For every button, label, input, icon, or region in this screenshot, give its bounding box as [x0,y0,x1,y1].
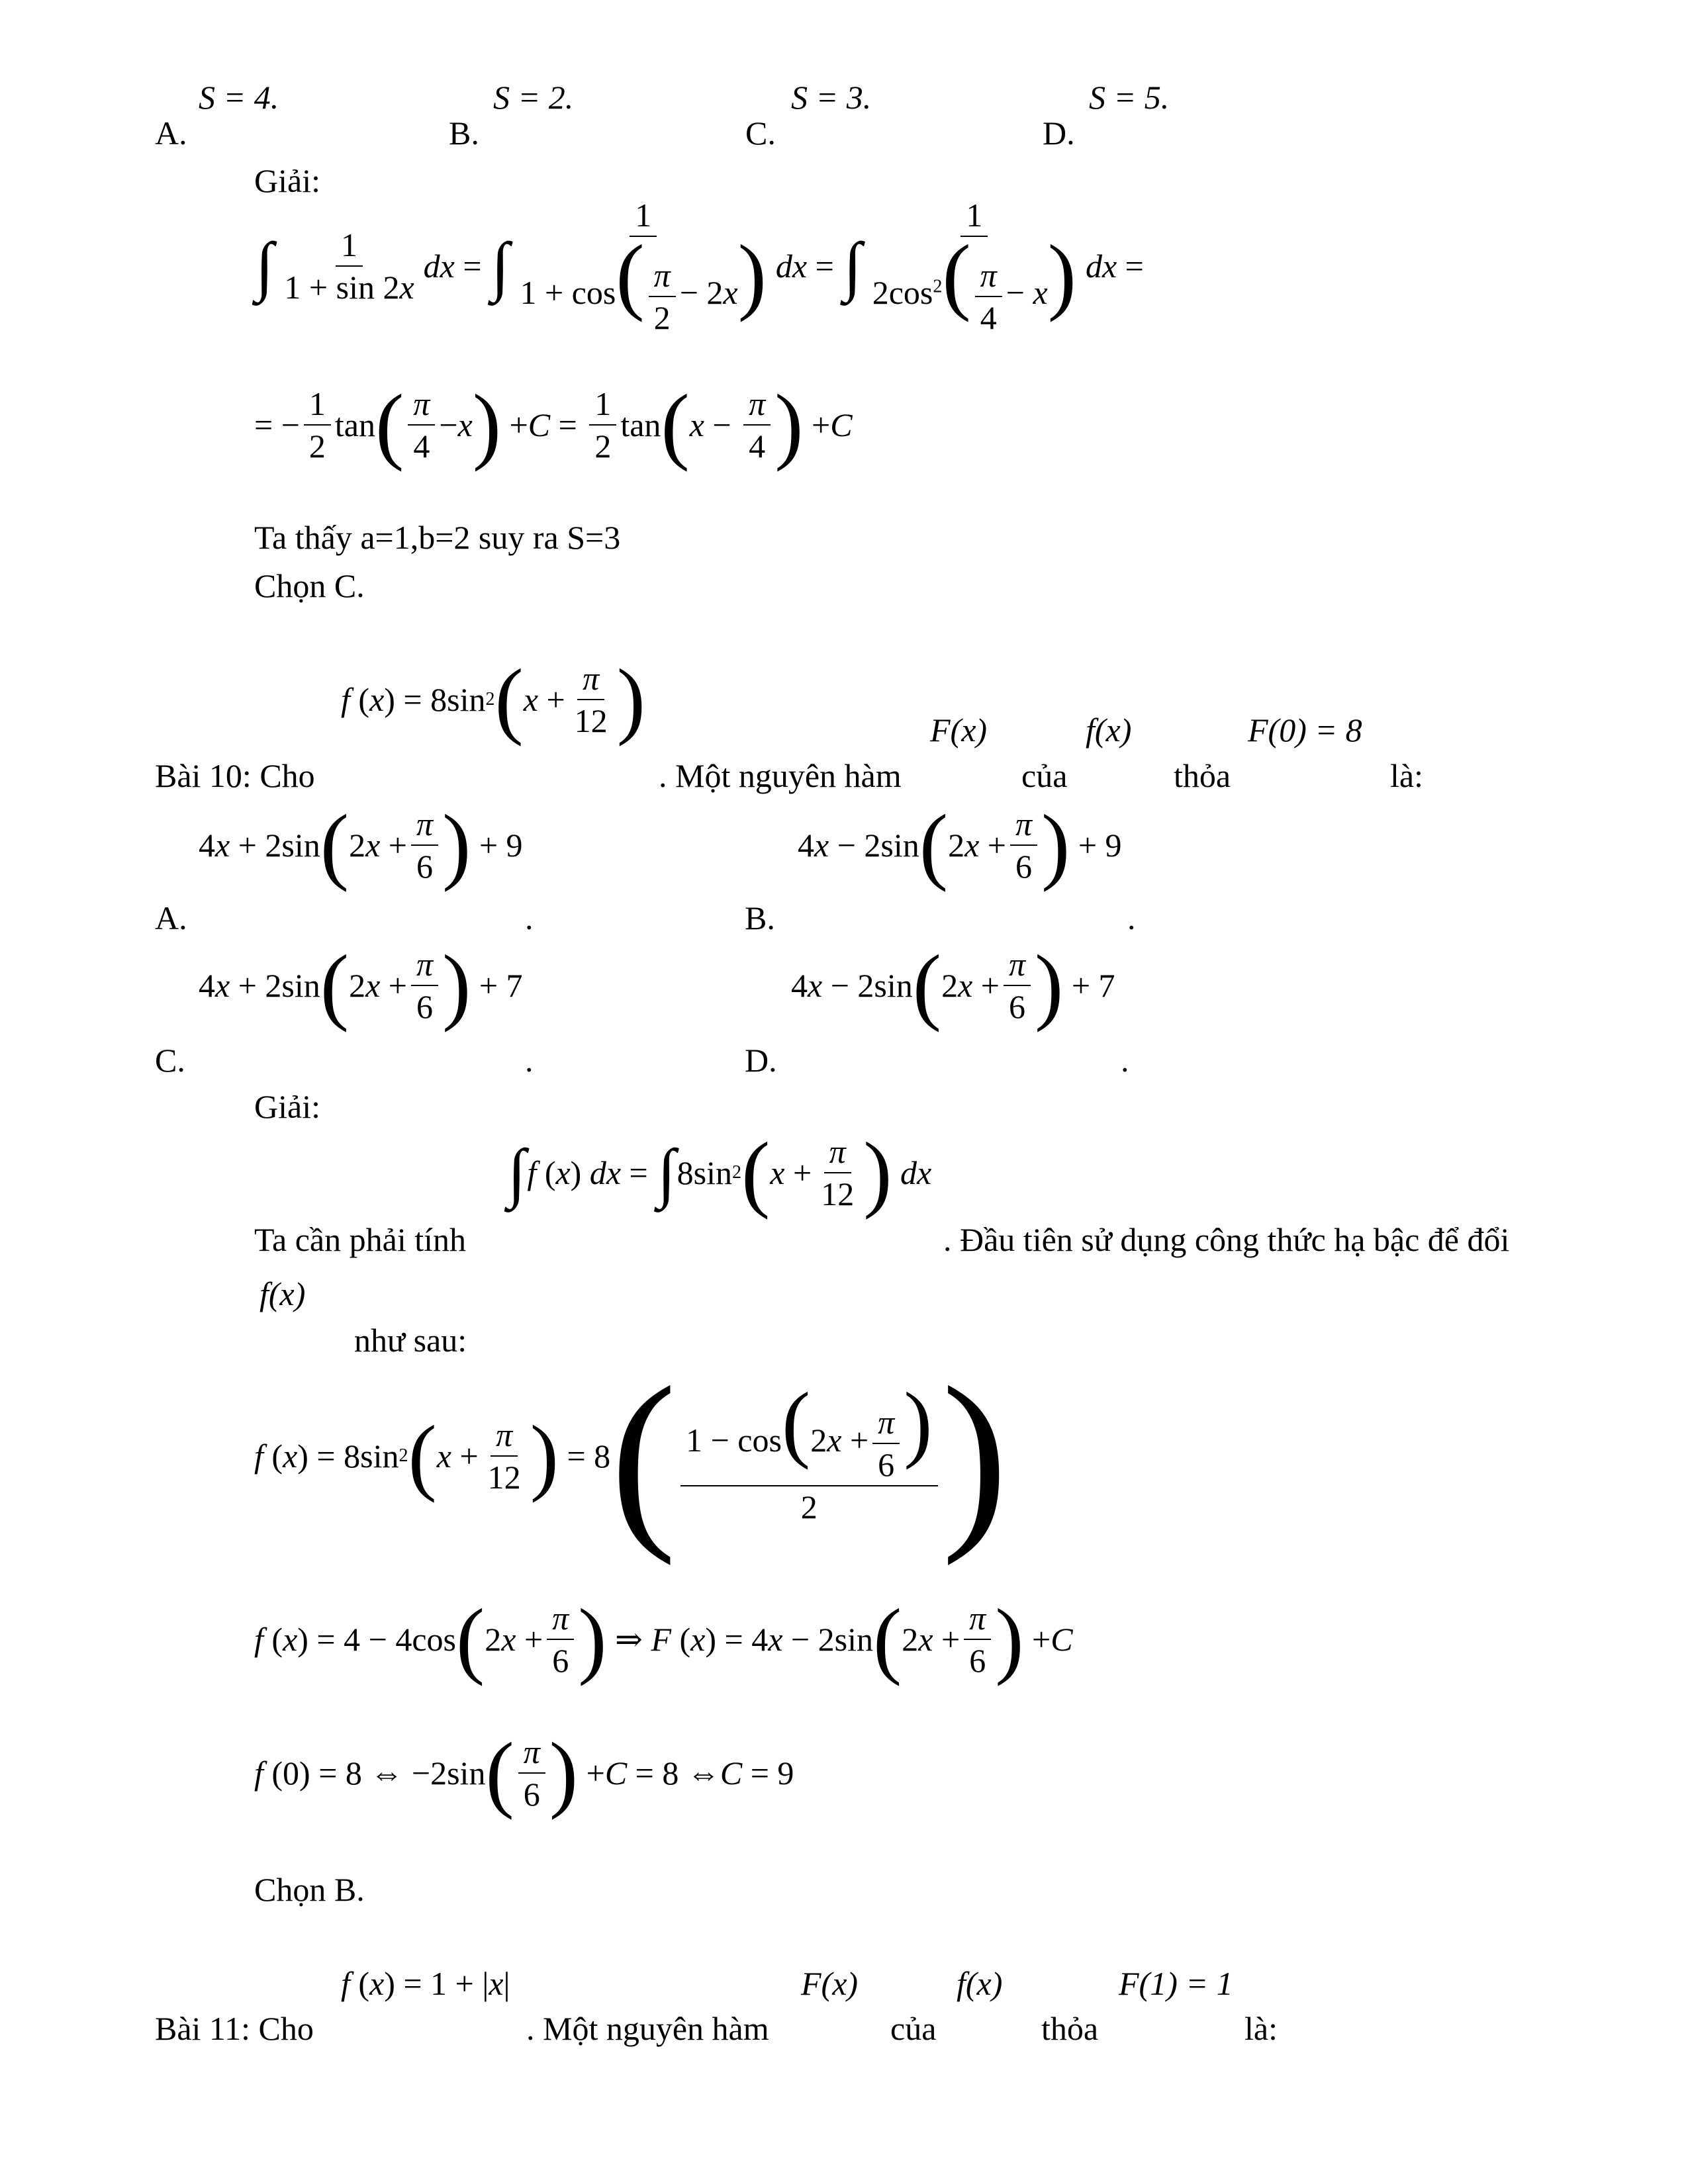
option-a-value: S = 4. [199,79,279,116]
bai10-f-definition: f ( x ) = 8sin 2 ( x + $\frac{\pi}{12}$ ) [341,652,645,747]
bai10-condition: F(0) = 8 [1248,711,1362,749]
solution-label: Giải: [254,162,320,199]
bai10-mid2: của [1021,757,1068,794]
bai10-f0-condition: f (0) = 8 ⇔ −2sin ( $\frac{\pi}{6}$ ) + C = 8 ⇔ C = 9 [254,1725,794,1821]
option-d-value: S = 5. [1089,79,1170,116]
bai10-option-b-label: B. [745,899,775,936]
bai10-F: F(x) [930,711,988,749]
option-b-label: B. [449,114,479,152]
bai10-choice: Chọn B. [254,1871,365,1908]
option-d-label: D. [1043,114,1075,152]
bai11-F: F(x) [801,1965,859,2002]
bai10-option-a-value: 4 x + 2sin ( 2 x + $\frac{\pi}{6}$ ) + 9 [199,797,523,893]
bai11-mid3: thỏa [1041,2010,1099,2047]
bai10-then-use: . Đầu tiên sử dụng công thức hạ bậc để đổi [943,1221,1510,1258]
bai10-option-c-value: 4 x + 2sin ( 2 x + $\frac{\pi}{6}$ ) + 7 [199,938,523,1033]
bai10-end: là: [1390,757,1423,794]
option-b-value: S = 2. [493,79,574,116]
choice-text: Chọn C. [254,567,365,604]
bai11-f-definition: f ( x ) = 1 + | x | [341,1965,510,2002]
bai10-mid3: thỏa [1174,757,1231,794]
bai10-mid1: . Một nguyên hàm [659,757,902,794]
bai10-option-b-value: 4 x − 2sin ( 2 x + $\frac{\pi}{6}$ ) + 9 [798,797,1122,893]
bai11-mid2: của [890,2010,937,2047]
equation-integral-bai9-line2: = − $\frac{1}{2}$ tan ( $\frac{\pi}{4}$ − x ) + C = $\frac{1}{2}$ tan ( x − $\frac{\pi}{4}$ ) + C [254,377,853,473]
bai11-condition: F(1) = 1 [1119,1965,1233,2002]
bai10-need-compute: Ta cần phải tính [254,1221,466,1258]
bai10-as-follows: như sau: [354,1322,467,1359]
bai10-option-d-dot: . [1121,1042,1129,1079]
bai10-integral: ∫ f ( x ) dx = ∫ 8sin 2 ( x + $\frac{\pi}{12}$ ) dx [508,1125,932,1220]
bai10-option-c-label: C. [155,1042,185,1079]
bai10-fx: f(x) [1086,711,1132,749]
bai10-option-b-dot: . [1127,899,1136,936]
bai11-fx: f(x) [957,1965,1003,2002]
bai10-option-d-label: D. [745,1042,777,1079]
bai10-option-d-value: 4 x − 2sin ( 2 x + $\frac{\pi}{6}$ ) + 7 [791,938,1115,1033]
conclusion-text: Ta thấy a=1,b=2 suy ra S=3 [254,519,621,556]
bai11-lead: Bài 11: Cho [155,2010,314,2047]
bai10-f-expansion: f ( x ) = 8sin 2 ( x + $\frac{\pi}{12}$ ) = 8 ( 1 − cos(2x + $\frac{\pi}{6}$ ) 2 ) [254,1346,1008,1566]
bai10-solution-label: Giải: [254,1088,320,1125]
bai10-lead: Bài 10: Cho [155,757,315,794]
option-c-label: C. [745,114,776,152]
bai11-end: là: [1244,2010,1278,2047]
option-c-value: S = 3. [791,79,872,116]
bai10-option-c-dot: . [525,1042,534,1079]
equation-integral-bai9-line1: ∫ $\frac{1}{1 + \sin 2x}$ dx = ∫ 1 1 + cos( $\frac{\pi}{2}$ − 2x) dx = ∫ 1 $2\cos^2$( $\frac{\pi}{4}$ − x) dx = [256,197,1144,336]
bai10-option-a-label: A. [155,899,187,936]
bai10-f-simplified: f ( x ) = 4 − 4cos ( 2 x + $\frac{\pi}{6}$ ) ⇒ F ( x ) = 4 x − 2sin ( 2 x + $\frac{\pi}{6}$ ) + C [254,1592,1073,1687]
option-a-label: A. [155,114,187,152]
bai10-option-a-dot: . [525,899,534,936]
bai11-mid1: . Một nguyên hàm [526,2010,769,2047]
bai10-fx-2: f(x) [259,1275,306,1312]
